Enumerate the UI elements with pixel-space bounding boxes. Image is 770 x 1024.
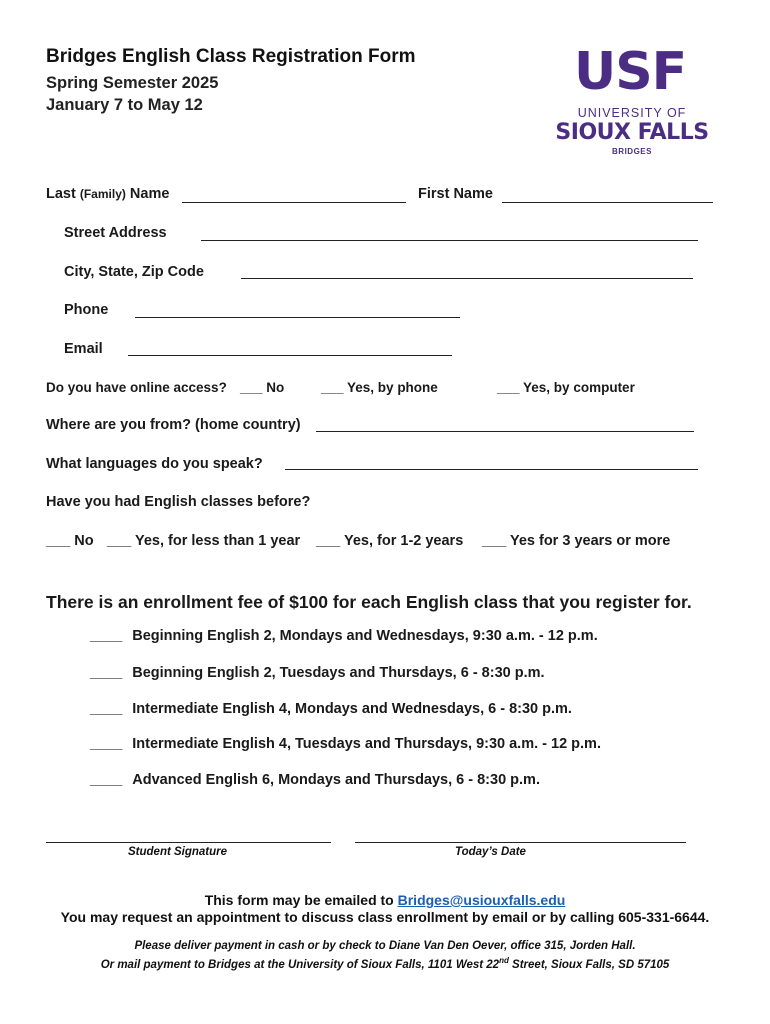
street-address-label: Street Address	[64, 225, 167, 241]
phone-label: Phone	[64, 302, 109, 318]
last-name-line[interactable]	[182, 202, 406, 203]
course-item[interactable]	[90, 736, 601, 752]
course-label: Intermediate English 4, Mondays and Wednesdays, 6 - 8:30 p.m.	[132, 701, 572, 717]
semester-dates: January 7 to May 12	[46, 96, 203, 114]
street-address-line[interactable]	[201, 240, 698, 241]
todays-date-label: Today’s Date	[455, 846, 526, 858]
course-item[interactable]	[90, 628, 598, 644]
course-item[interactable]	[90, 701, 572, 717]
student-signature-line[interactable]	[46, 842, 331, 843]
classes-option-3-plus[interactable]: ___ Yes for 3 years or more	[482, 533, 671, 549]
online-option-phone[interactable]: ___ Yes, by phone	[321, 380, 438, 395]
enrollment-fee-notice: There is an enrollment fee of $100 for each English class that you register for.	[46, 592, 692, 612]
course-checkbox-blank[interactable]: ____	[90, 701, 123, 717]
usf-logo-mark: USF	[574, 42, 687, 102]
online-option-computer[interactable]: ___ Yes, by computer	[497, 380, 635, 395]
classes-option-less-than-1[interactable]: ___ Yes, for less than 1 year	[107, 533, 301, 549]
course-label: Advanced English 6, Mondays and Thursdays, 6 - 8:30 p.m.	[132, 772, 540, 788]
classes-option-no[interactable]: ___ No	[46, 533, 94, 549]
usf-logo	[548, 42, 718, 158]
last-name-label: Last (Family) Name	[46, 186, 170, 202]
email-label: Email	[64, 341, 103, 357]
city-state-zip-line[interactable]	[241, 278, 693, 279]
bridges-email-link[interactable]: Bridges@usiouxfalls.edu	[397, 892, 566, 908]
course-label: Intermediate English 4, Tuesdays and Thursdays, 9:30 a.m. - 12 p.m.	[132, 736, 601, 752]
course-item[interactable]	[90, 665, 545, 681]
languages-line[interactable]	[285, 469, 698, 470]
course-checkbox-blank[interactable]: ____	[90, 665, 123, 681]
languages-label: What languages do you speak?	[46, 456, 263, 472]
classes-option-1-2[interactable]: ___ Yes, for 1-2 years	[316, 533, 464, 549]
appointment-instructions: You may request an appointment to discuss class enrollment by email or by calling 605-331-6644.	[60, 909, 710, 925]
course-label: Beginning English 2, Mondays and Wednesdays, 9:30 a.m. - 12 p.m.	[132, 628, 598, 644]
course-checkbox-blank[interactable]: ____	[90, 628, 123, 644]
payment-delivery-note: Please deliver payment in cash or by check to Diane Van Den Oever, office 315, Jorden Hall.	[134, 940, 636, 952]
email-instructions: This form may be emailed to Bridges@usiouxfalls.edu	[204, 892, 566, 908]
course-item[interactable]	[90, 772, 540, 788]
home-country-label: Where are you from? (home country)	[46, 417, 301, 433]
online-access-question: Do you have online access?	[46, 380, 227, 395]
usf-logo-bridges: BRIDGES	[612, 147, 652, 156]
city-state-zip-label: City, State, Zip Code	[64, 264, 204, 280]
todays-date-line[interactable]	[355, 842, 686, 843]
student-signature-label: Student Signature	[128, 846, 228, 858]
first-name-line[interactable]	[502, 202, 713, 203]
course-label: Beginning English 2, Tuesdays and Thursdays, 6 - 8:30 p.m.	[132, 665, 545, 681]
online-option-no[interactable]: ___ No	[240, 380, 285, 395]
form-title: Bridges English Class Registration Form	[46, 46, 416, 67]
course-checkbox-blank[interactable]: ____	[90, 772, 123, 788]
email-line[interactable]	[128, 355, 452, 356]
phone-line[interactable]	[135, 317, 460, 318]
usf-logo-sioux-falls: SIOUX FALLS	[555, 120, 709, 145]
course-checkbox-blank[interactable]: ____	[90, 736, 123, 752]
payment-mail-note: Or mail payment to Bridges at the University of Sioux Falls, 1101 West 22nd Street, Sioux Falls, SD 57105	[100, 956, 670, 971]
usf-logo-university: UNIVERSITY OF	[577, 106, 687, 120]
home-country-line[interactable]	[316, 431, 694, 432]
first-name-label: First Name	[418, 186, 493, 202]
semester-subtitle: Spring Semester 2025	[46, 74, 219, 92]
english-classes-question: Have you had English classes before?	[46, 494, 311, 510]
